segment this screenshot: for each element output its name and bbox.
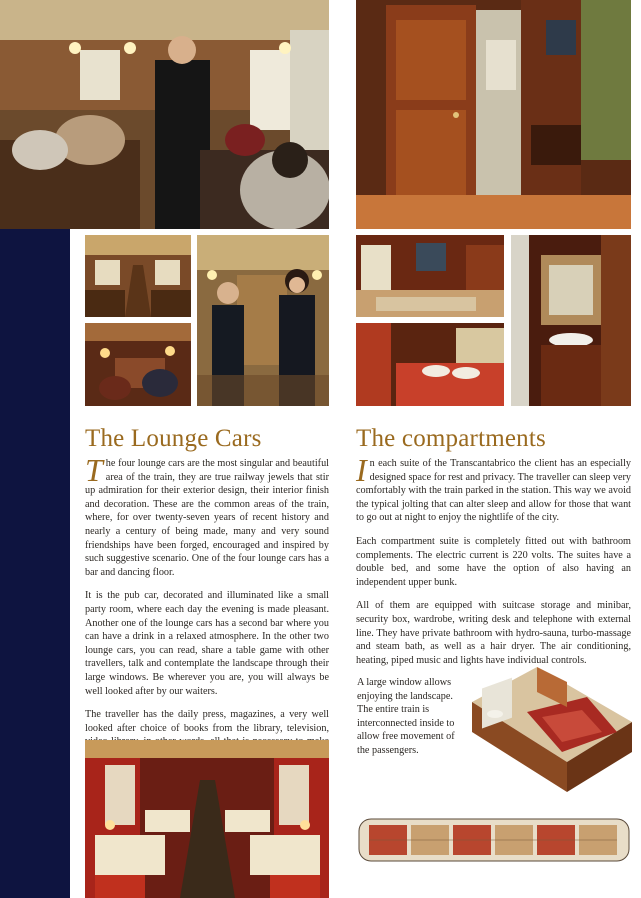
photo-compartment-washbasin — [511, 235, 631, 406]
lounge-cars-heading: The Lounge Cars — [85, 425, 262, 452]
photo-compartment-double-bed — [356, 323, 504, 406]
compartment-cutaway-illustration — [467, 662, 637, 797]
dropcap-i: I — [356, 452, 367, 488]
lounge-paragraph-3: The traveller has the daily press, magazines, a very well looked after choice of books from the library, television, — [85, 709, 329, 734]
photo-dining-car — [85, 740, 329, 898]
window-caption: A large window allows enjoying the landscape. The entire train is interconnected inside to allow free movement of the passengers. — [357, 677, 455, 756]
photo-compartment-bathroom — [356, 0, 631, 229]
compartments-text — [356, 452, 631, 677]
photo-lounge-corridor — [85, 235, 191, 317]
photo-pub-car — [85, 323, 191, 406]
dropcap-t: T — [85, 452, 103, 488]
lounge-paragraph-1-text: he four lounge cars are the most singular and beautiful area of the train, they are true railway jewels that stir up admiration for their exterior design, their interior finish and decoration. These are the common areas of the train, where, for over twenty-seven years of recent history and nearly a century of being made, many and very sound friendships have been forged, encouraged and inspired by such suggestive scenario. One of the four lounge cars has a bar and dancing floor. — [85, 458, 329, 578]
lounge-paragraph-2: It is the pub car, decorated and illuminated like a small party room, where each day the evening is made pleasant. Another one of the lounge cars has a second bar where you can have a drink in a relaxed atmosphere. In the other two lounge cars, you can read, share a table game with other travellers, talk and contemplate the landscape through their large windows. Be wherever you are, you will always be well looked after by our waiters. — [85, 590, 329, 697]
photo-compartment-bed — [356, 235, 504, 317]
lounge-paragraph-1 — [85, 452, 329, 579]
compartments-paragraph-2: Each compartment suite is completely fitted out with bathroom complements. The electric current is 220 volts. The suites have a double bed, and some have the option of also having an independent upper bunk. — [356, 535, 631, 588]
lounge-cars-text — [85, 452, 329, 772]
compartments-heading: The compartments — [356, 425, 546, 452]
photo-waiter-dining-car — [0, 0, 329, 229]
compartments-paragraph-1 — [356, 452, 631, 525]
compartments-paragraph-3: All of them are equipped with suitcase storage and minibar, security box, wardrobe, writing desk and telephone with external line. They have private bathroom with hydro-sauna, turbo-massage and steam bath, as well as a hair dryer. The air conditioning, heating, piped music and lights have individual controls. — [356, 600, 631, 666]
photo-hostesses — [197, 235, 329, 406]
compartments-paragraph-1-text: n each suite of the Transcantabrico the client has an especially designed space for rest and privacy. The traveller can sleep very comfortably with the train parked in the station. This way we avoid the typical jolting that can alter sleep and allow for those that want to go out at night to enjoy the nightlife of the city. — [356, 458, 631, 524]
carriage-floor-plan — [355, 815, 633, 865]
